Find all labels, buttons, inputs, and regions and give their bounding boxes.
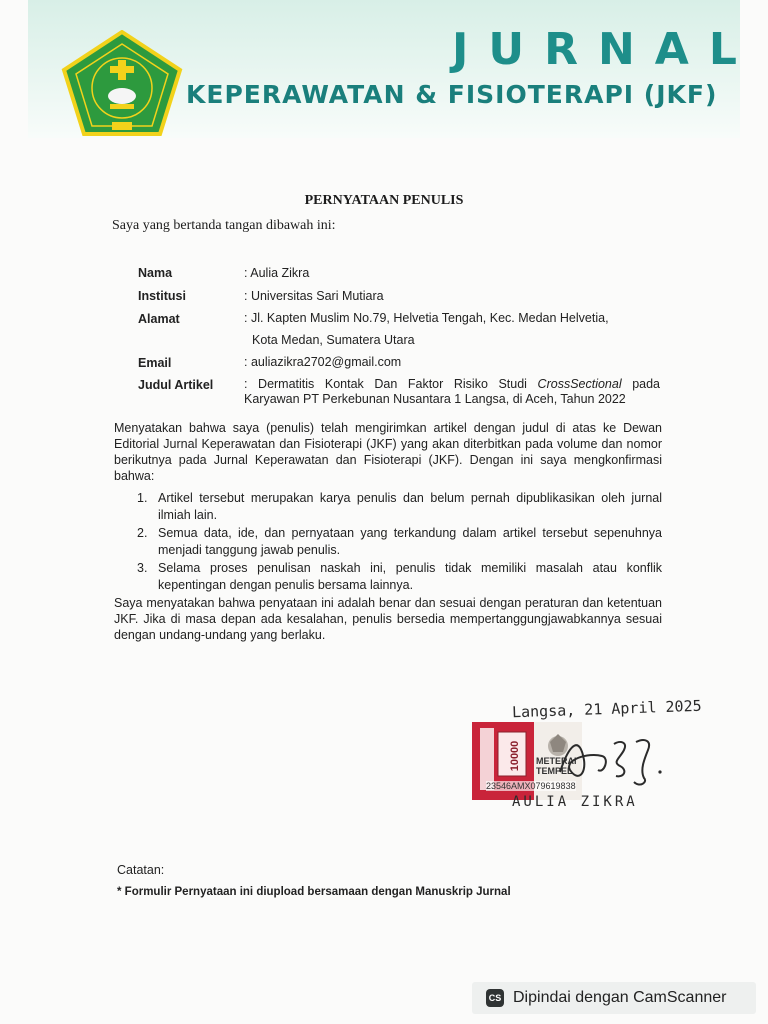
document-title: PERNYATAAN PENULIS xyxy=(304,193,464,208)
list-item-3: Selama proses penulisan naskah ini, penulis tidak memiliki masalah atau konflik kepentingan dengan penulis bersama lainnya. xyxy=(158,561,662,592)
journal-subtitle: KEPERAWATAN & FISIOTERAPI (JKF) xyxy=(186,80,718,109)
stamp-serial: 23546AMX079619838 xyxy=(486,781,576,791)
label-email: Email xyxy=(138,356,172,370)
list-item-2: Semua data, ide, dan pernyataan yang terkandung dalam artikel tersebut sepenuhnya menjadi tanggung jawab penulis. xyxy=(158,526,662,557)
stamp-label-2: TEMPEL xyxy=(536,766,573,776)
camscanner-text: Dipindai dengan CamScanner xyxy=(513,989,727,1006)
judul-pre: : Dermatitis Kontak Dan Faktor Risiko Studi xyxy=(244,377,538,391)
camscanner-badge[interactable] xyxy=(472,982,756,1014)
handwritten-signature xyxy=(540,722,670,792)
camscanner-icon: CS xyxy=(486,989,504,1007)
closing-paragraph: Saya menyatakan bahwa penyataan ini adalah benar dan sesuai dengan peraturan dan ketentuan JKF. Jika di masa depan ada kesalahan, penulis bersedia mempertanggungjawabkannya sesuai dengan undang-undang yang berlaku. xyxy=(114,596,662,642)
value-alamat-line2: Kota Medan, Sumatera Utara xyxy=(252,333,415,347)
notes-item: * Formulir Pernyataan ini diupload bersamaan dengan Manuskrip Jurnal xyxy=(117,886,511,898)
label-institusi: Institusi xyxy=(138,289,186,303)
label-judul-artikel: Judul Artikel xyxy=(138,378,214,392)
judul-italic: CrossSectional xyxy=(537,377,622,391)
judul-post: pada Karyawan PT Perkebunan Nusantara 1 Langsa, di Aceh, Tahun 2022 xyxy=(244,377,661,406)
stamp-label-1: METERAI xyxy=(536,756,577,766)
value-alamat-line1: : Jl. Kapten Muslim No.79, Helvetia Tengah, Kec. Medan Helvetia, xyxy=(244,311,609,325)
signer-name-handwritten: AULIA ZIKRA xyxy=(512,794,638,810)
place-date-handwritten: Langsa, 21 April 2025 xyxy=(511,696,702,722)
value-nama: : Aulia Zikra xyxy=(244,266,310,280)
journal-logo xyxy=(60,30,184,138)
journal-title: JURNAL xyxy=(452,24,757,75)
value-judul-artikel xyxy=(244,377,660,407)
value-institusi: : Universitas Sari Mutiara xyxy=(244,289,384,303)
notes-title: Catatan: xyxy=(117,863,165,877)
stamp-value: 10000 xyxy=(509,740,521,772)
list-number-1: 1. xyxy=(137,491,148,505)
intro-text: Saya yang bertanda tangan dibawah ini: xyxy=(112,218,336,233)
label-nama: Nama xyxy=(138,266,173,280)
list-number-2: 2. xyxy=(137,526,148,540)
list-item-1: Artikel tersebut merupakan karya penulis dan belum pernah dipublikasikan oleh jurnal ilmiah lain. xyxy=(158,491,662,522)
statement-paragraph: Menyatakan bahwa saya (penulis) telah mengirimkan artikel dengan judul di atas ke Dewan Editorial Jurnal Keperawatan dan Fisioterapi (JKF) yang akan diterbitkan pada volume dan nomor berikutnya pada Jurnal Keperawatan dan Fisioterapi (JKF). Dengan ini saya mengkonfirmasi bahwa: xyxy=(114,421,662,483)
list-number-3: 3. xyxy=(137,561,148,575)
value-email: : auliazikra2702@gmail.com xyxy=(244,355,402,369)
label-alamat: Alamat xyxy=(138,312,180,326)
